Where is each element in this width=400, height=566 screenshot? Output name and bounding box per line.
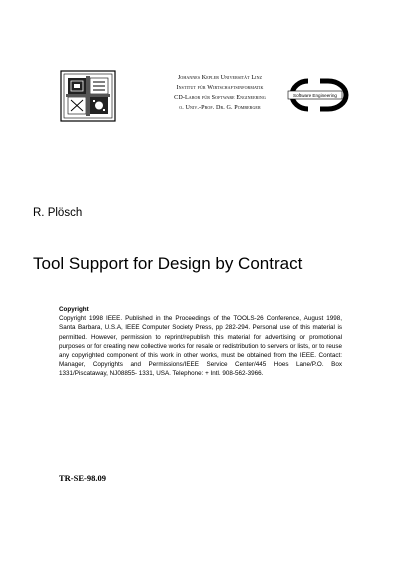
cd-labor-logo-icon [280,78,350,112]
copyright-section [59,305,342,379]
cd-logo-text: Software Engineering [293,93,337,99]
report-id: TR-SE-98.09 [59,473,106,483]
institute-line-university: Johannes Kepler Universität Linz [177,75,263,81]
document-title: Tool Support for Design by Contract [33,254,303,273]
author-name: R. Plösch [33,207,83,219]
institute-line-lab: CD-Labor für Software Engineering [174,95,266,101]
institute-line-professor: o. Univ.-Prof. Dr. G. Pomberger [179,105,261,111]
header [60,70,350,122]
institute-line-institute: Institut für Wirtschaftsinformatik [176,85,264,91]
institute-block [150,73,290,113]
copyright-text: Copyright 1998 IEEE. Published in the Proceedings of the TOOLS-26 Conference, August 1998, Santa Barbara, U.S.A, IEEE Computer Society Press, pp 282-294. Personal use of this material is permitted. However, permission to reprint/republish this material for advertising or promotional purposes or for creating new collective works for resale or redistribution to servers or lists, or to reuse any copyrighted component of this work in other works, must be obtained from the IEEE. Contact: Manager, Copyrights and Permissions/IEEE Service Center/445 Hoes Lane/P.O. Box 1331/Piscataway, NJ08855- 1331, USA. Telephone: + Intl. 908-562-3966. [59,315,342,378]
copyright-heading: Copyright [59,306,89,313]
university-seal-icon [60,70,116,122]
